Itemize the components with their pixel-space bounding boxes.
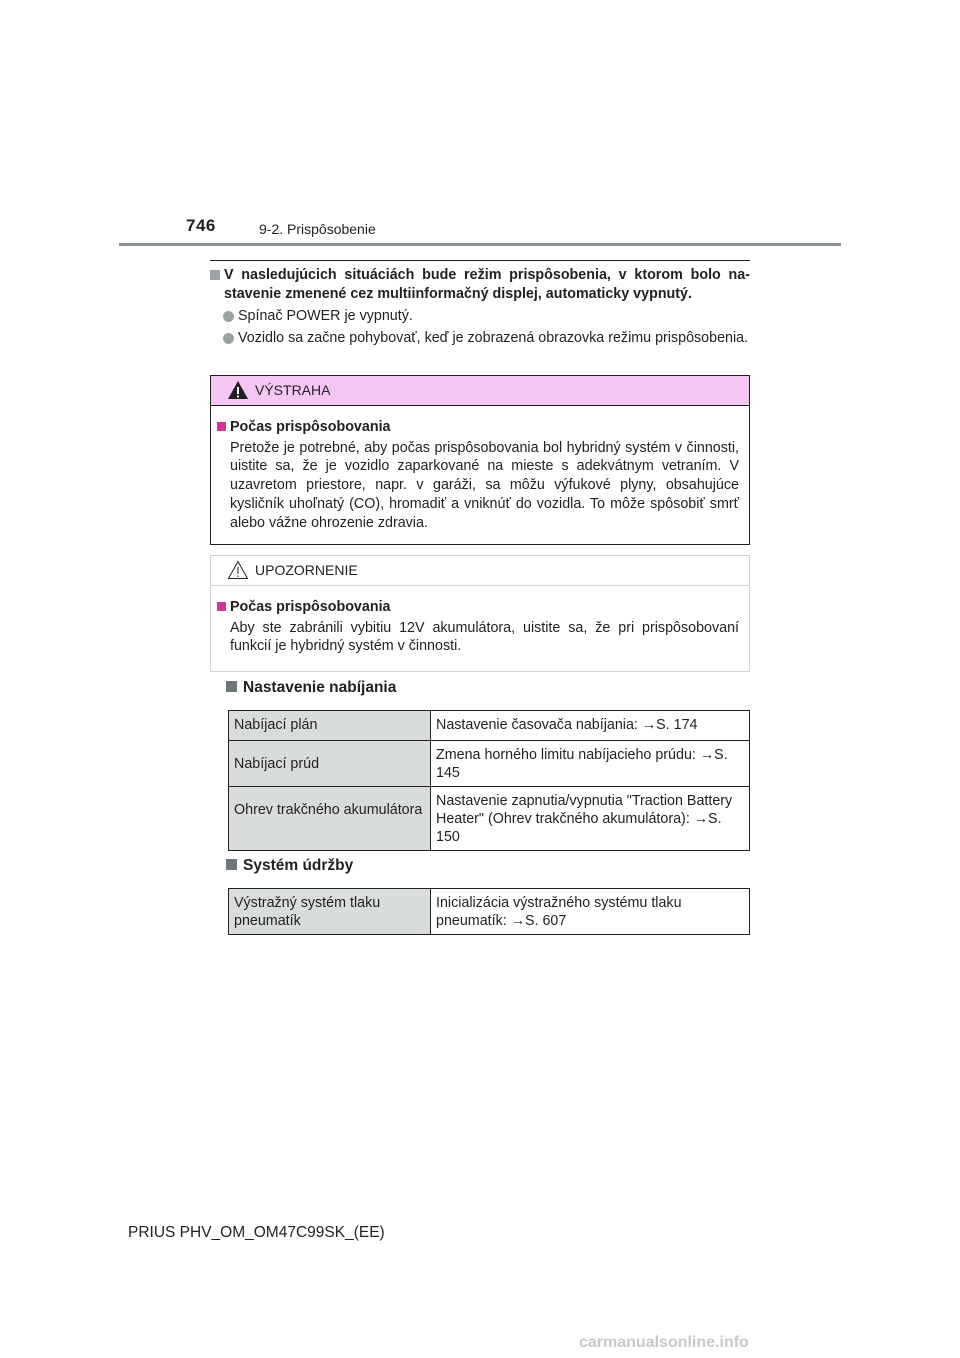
list-item — [210, 307, 750, 326]
warning-title: Počas prispôsobovania — [230, 419, 391, 435]
list-item — [210, 329, 750, 348]
footer-code: PRIUS PHV_OM_OM47C99SK_(EE) — [128, 1224, 385, 1241]
table-row — [229, 711, 750, 741]
header-rule — [119, 243, 841, 246]
square-bullet-icon — [217, 602, 226, 611]
table-key: Ohrev trakčného akumulátora — [229, 787, 431, 851]
warning-text: Pretože je potrebné, aby počas prispôsobovania bol hybridný systém v činnosti, uistite sa, že je vozidlo zaparkované na mieste s adekvátnym vetraním. V uzavretom priestore, napr. v garáži, sa môžu výfukové plyny, obsahujúce kysličník uhoľnatý (CO), hromadiť a vniknúť do vozidla. To môže spôsobiť smrť alebo vážne ohrozenie zdravia. — [230, 439, 739, 531]
watermark: carmanualsonline.info — [579, 1334, 749, 1351]
caution-body — [211, 586, 749, 656]
table-key: Nabíjací prúd — [229, 741, 431, 787]
caution-title: Počas prispôsobovania — [230, 599, 391, 615]
table-value: Nastavenie časovača nabíjania: →S. 174 — [431, 711, 750, 741]
square-bullet-icon — [226, 681, 237, 692]
caution-header — [211, 556, 749, 586]
warning-header — [211, 376, 749, 406]
table-key: Nabíjací plán — [229, 711, 431, 741]
warning-box — [210, 375, 750, 545]
warning-label: VÝSTRAHA — [255, 382, 331, 398]
section-title: 9-2. Prispôsobenie — [259, 221, 376, 237]
caution-triangle-icon — [227, 560, 249, 580]
list-item-text: Vozidlo sa začne pohybovať, keď je zobrazená obrazovka režimu prispôsobenia. — [238, 330, 749, 346]
table-row — [229, 787, 750, 851]
square-bullet-icon — [210, 270, 220, 280]
table-row — [229, 889, 750, 935]
circle-bullet-icon — [223, 311, 234, 322]
square-bullet-icon — [217, 422, 226, 431]
intro-text: V nasledujúcich situáciách bude režim prispôsobenia, v ktorom bolo nastavenie zmenené cez multiinformačný displej, automaticky vypnutý. — [224, 267, 750, 302]
table-value: Inicializácia výstražného systému tlaku pneumatík: →S. 607 — [431, 889, 750, 935]
charging-heading — [226, 679, 396, 697]
caution-box — [210, 555, 750, 672]
maintenance-table — [228, 888, 750, 935]
circle-bullet-icon — [223, 333, 234, 344]
warning-subtitle — [217, 418, 739, 437]
maintenance-heading-text: Systém údržby — [243, 857, 354, 874]
table-value: Nastavenie zapnutia/vypnutia "Traction Battery Heater" (Ohrev trakčného akumulátora): →S. 150 — [431, 787, 750, 851]
caution-text: Aby ste zabránili vybitiu 12V akumulátora, uistite sa, že pri prispôsobovaní funkcií je hybridný systém v činnosti. — [230, 619, 739, 655]
thin-rule — [210, 260, 750, 261]
warning-body — [211, 406, 749, 532]
table-value: Zmena horného limitu nabíjacieho prúdu: →S. 145 — [431, 741, 750, 787]
charging-heading-text: Nastavenie nabíjania — [243, 679, 397, 696]
table-key: Výstražný systém tlaku pneumatík — [229, 889, 431, 935]
list-item-text: Spínač POWER je vypnutý. — [238, 308, 413, 324]
warning-triangle-icon — [227, 380, 249, 400]
caution-label: UPOZORNENIE — [255, 562, 358, 578]
intro-paragraph — [210, 266, 750, 304]
page-number: 746 — [186, 216, 216, 235]
maintenance-heading — [226, 857, 353, 875]
charging-table — [228, 710, 750, 851]
square-bullet-icon — [226, 859, 237, 870]
intro-section — [210, 266, 750, 348]
table-row — [229, 741, 750, 787]
caution-subtitle — [217, 598, 739, 617]
